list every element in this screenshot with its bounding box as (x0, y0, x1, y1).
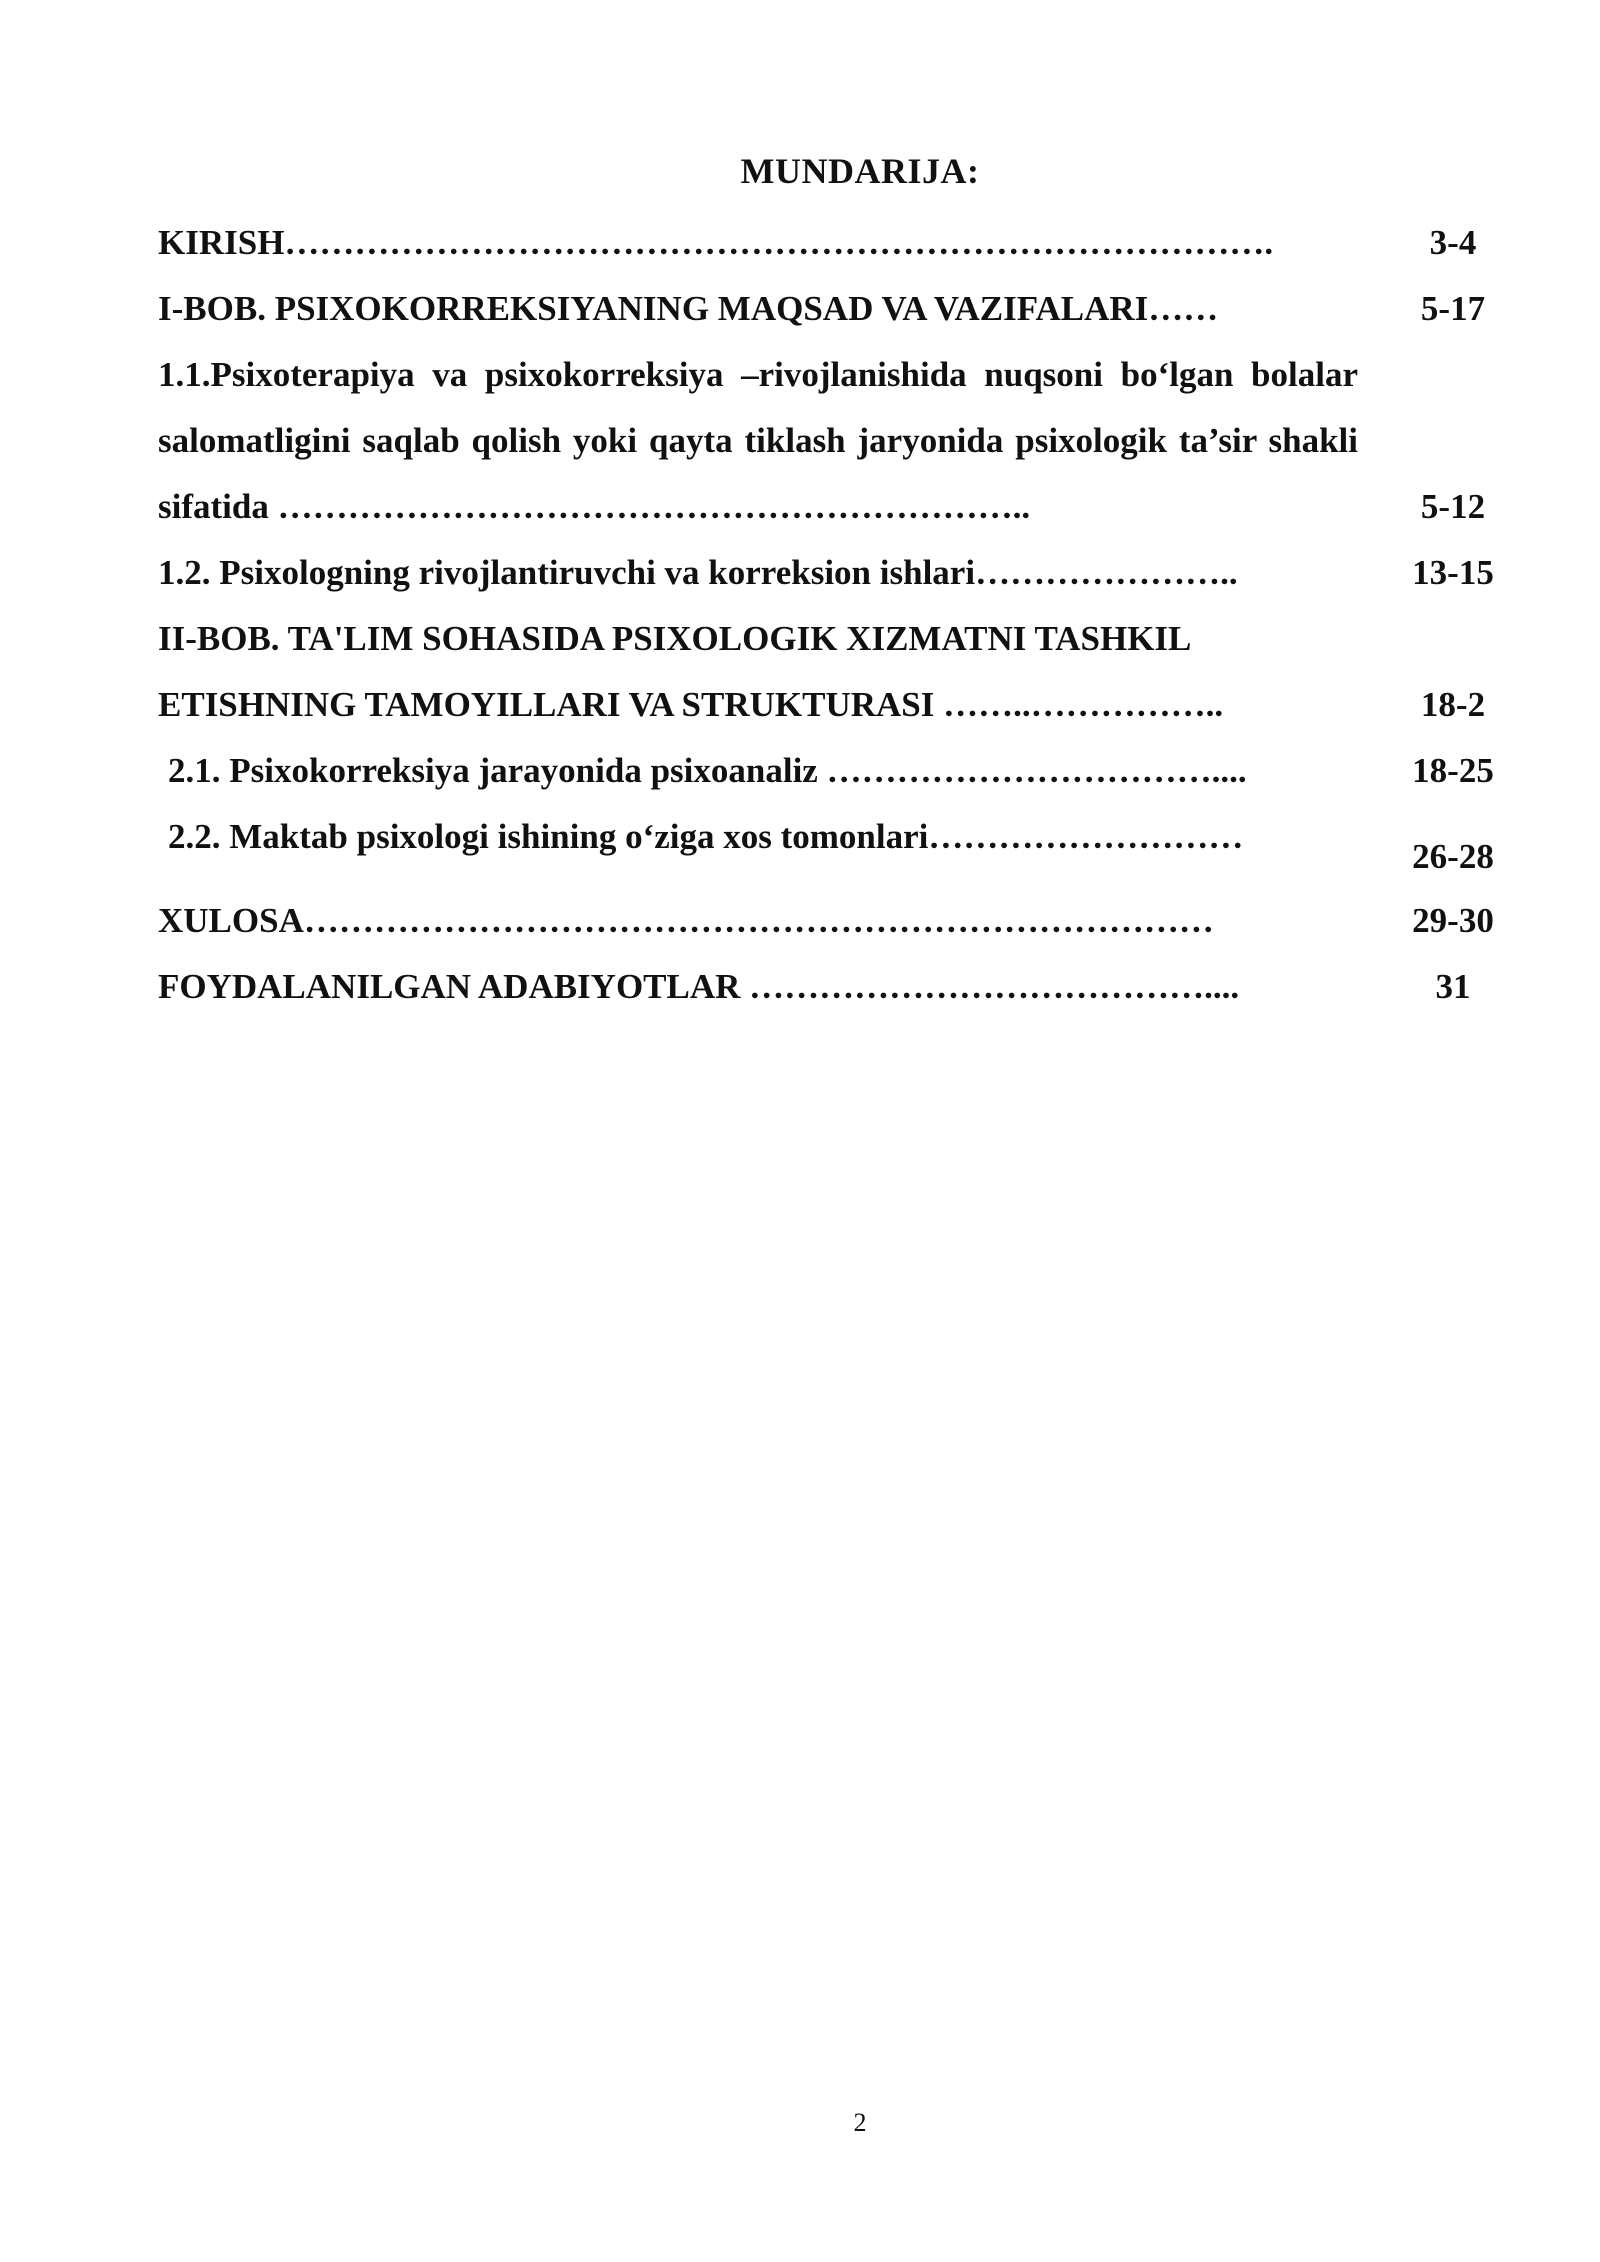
toc-entry-page: 26-28 (1412, 837, 1494, 876)
toc-entry-kirish (158, 210, 1518, 276)
toc-entry-section-2-2 (158, 804, 1518, 876)
toc-entry-section-1-1 (158, 342, 1518, 540)
toc-entry-chapter-2 (158, 606, 1518, 738)
toc-entry-section-1-2 (158, 540, 1518, 606)
toc-entry-page: 29-30 (1412, 901, 1494, 940)
toc-entry-text: 1.2. Psixologning rivojlantiruvchi va korreksion ishlari………………….. (158, 553, 1238, 592)
toc-entry-text: 2.1. Psixokorreksiya jarayonida psixoanaliz …………………………….... (168, 751, 1247, 790)
toc-entry-text: I-BOB. PSIXOKORREKSIYANING MAQSAD VA VAZIFALARI…… (158, 289, 1219, 328)
toc-entry-text: 1.1.Psixoterapiya va psixokorreksiya –rivojlanishida nuqsoni bo‘lgan bolalar salomatligini saqlab qolish yoki qayta tiklash jaryonida psixologik ta’sir shakli sifatida ……………………………………………………….. (158, 355, 1358, 526)
toc-entry-page: 18-2 (1420, 685, 1486, 724)
toc-entry-page: 13-15 (1412, 553, 1494, 592)
toc-entry-text: KIRISH…………………………………………………………………………. (158, 223, 1274, 262)
toc-entry-text: FOYDALANILGAN ADABIYOTLAR ………………………………….... (158, 967, 1240, 1006)
toc-entry-page: 5-12 (1420, 487, 1486, 526)
table-of-contents (158, 210, 1518, 1020)
toc-entry-references (158, 954, 1518, 1020)
toc-entry-chapter-1 (158, 276, 1518, 342)
toc-entry-text: 2.2. Maktab psixologi ishining o‘ziga xos tomonlari……………………… (168, 817, 1244, 856)
toc-entry-text: II-BOB. TA'LIM SOHASIDA PSIXOLOGIK XIZMATNI TASHKIL ETISHNING TAMOYILLARI VA STRUKTURASI ……..…………….. (158, 619, 1224, 724)
page-number: 2 (853, 2108, 867, 2137)
toc-entry-section-2-1 (158, 738, 1518, 804)
toc-entry-page: 31 (1435, 967, 1471, 1006)
toc-entry-text: XULOSA…………………………………………………………………… (158, 901, 1214, 940)
toc-entry-page: 3-4 (1429, 223, 1477, 262)
toc-entry-xulosa (158, 888, 1518, 954)
toc-entry-page: 18-25 (1412, 751, 1494, 790)
toc-entry-page: 5-17 (1420, 289, 1486, 328)
toc-title: MUNDARIJA: (740, 151, 980, 191)
